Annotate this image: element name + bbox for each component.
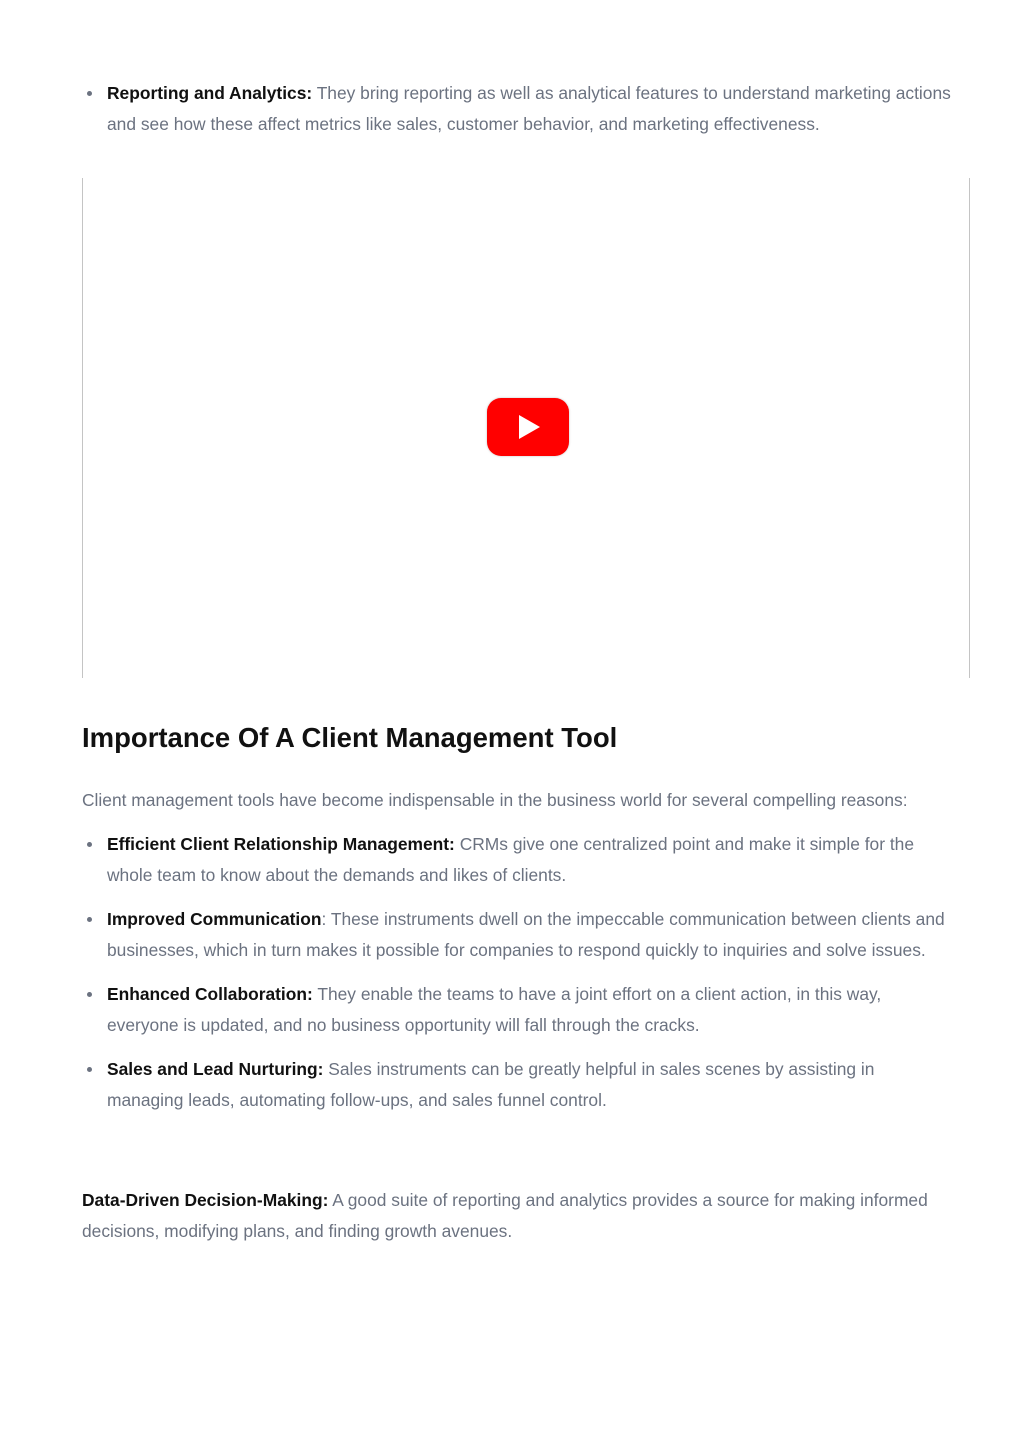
closing-term: Data-Driven Decision-Making: [82, 1190, 329, 1210]
list-item-term: Efficient Client Relationship Management: [107, 834, 455, 854]
feature-list [82, 78, 952, 153]
list-item-text: : These instruments dwell on the impeccable communication between clients and businesses, which in turn makes it possible for companies to respond quickly to inquiries and solve issues. [107, 909, 945, 960]
list-item [82, 829, 952, 891]
list-item [82, 904, 952, 966]
youtube-play-icon[interactable] [487, 398, 569, 456]
list-item-text: CRMs give one centralized point and make it simple for the whole team to know about the demands and likes of clients. [107, 834, 914, 885]
section-intro: Client management tools have become indispensable in the business world for several compelling reasons: [82, 790, 908, 810]
bullet-dot-icon [87, 1067, 92, 1072]
list-item-text: Sales instruments can be greatly helpful in sales scenes by assisting in managing leads, automating follow-ups, and sales funnel control. [107, 1059, 875, 1110]
list-item-text: They enable the teams to have a joint effort on a client action, in this way, everyone is updated, and no business opportunity will fall through the cracks. [107, 984, 882, 1035]
section-heading: Importance Of A Client Management Tool [82, 722, 618, 753]
list-item-term: Sales and Lead Nurturing: [107, 1059, 324, 1079]
play-triangle-icon [519, 415, 540, 439]
bullet-dot-icon [87, 91, 92, 96]
reasons-list [82, 829, 952, 1129]
bullet-dot-icon [87, 917, 92, 922]
list-item [82, 78, 952, 140]
list-item-term: Improved Communication [107, 909, 322, 929]
closing-paragraph [82, 1185, 972, 1247]
bullet-dot-icon [87, 992, 92, 997]
closing-text: A good suite of reporting and analytics provides a source for making informed decisions, modifying plans, and finding growth avenues. [82, 1190, 928, 1241]
list-item [82, 979, 952, 1041]
list-item-term: Enhanced Collaboration: [107, 984, 313, 1004]
bullet-dot-icon [87, 842, 92, 847]
list-item-term: Reporting and Analytics: [107, 83, 313, 103]
video-embed[interactable] [82, 178, 970, 678]
list-item [82, 1054, 952, 1116]
list-item-text: They bring reporting as well as analytical features to understand marketing actions and see how these affect metrics like sales, customer behavior, and marketing effectiveness. [107, 83, 951, 134]
